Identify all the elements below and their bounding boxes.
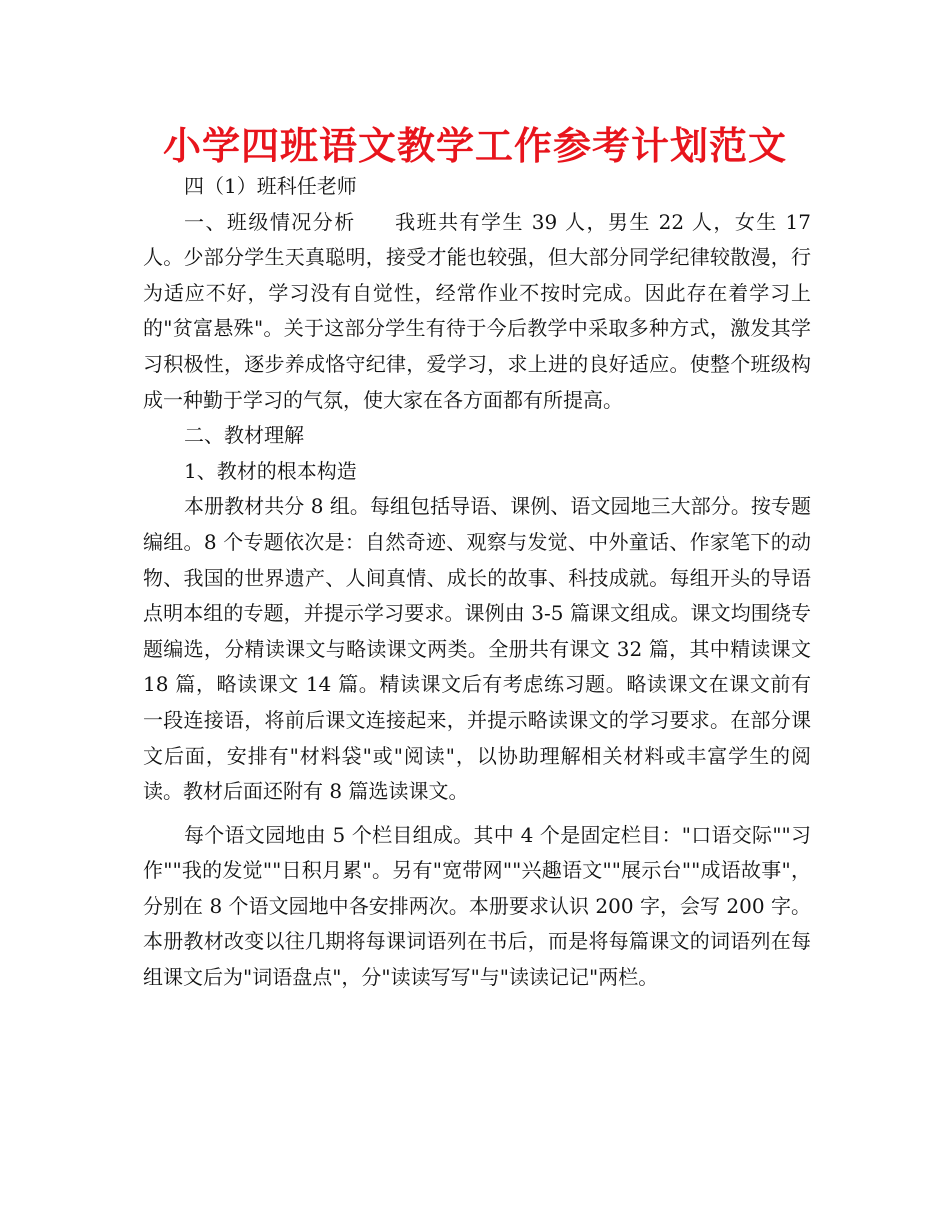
section-1-paragraph [143, 205, 811, 419]
document-body [143, 169, 811, 996]
teacher-line: 四（1）班科任老师 [184, 174, 357, 198]
section-1-text: 我班共有学生 39 人，男生 22 人，女生 17 人。少部分学生天真聪明，接受才能也较强，但大部分同学纪律较散漫，行为适应不好，学习没有自觉性，经常作业不按时完成。因此存在着学习上的"贫富悬殊"。关于这部分学生有待于今后教学中采取多种方式，激发其学习积极性，逐步养成恪守纪律，爱学习，求上进的良好适应。使整个班级构成一种勤于学习的气氛，使大家在各方面都有所提高。 [143, 209, 812, 412]
section-1-heading: 一、班级情况分析 [184, 209, 356, 234]
section-2-heading: 二、教材理解 [184, 423, 304, 448]
paragraph-language-garden: 每个语文园地由 5 个栏目组成。其中 4 个是固定栏目："口语交际""习作""我的发觉""日积月累"。另有"宽带网""兴趣语文""展示台""成语故事"，分别在 8 个语文园地中各安排两次。本册要求认识 200 字，会写 200 字。本册教材改变以往几期将每课词语列在书后，而是将每篇课文的词语列在每组课文后为"词语盘点"，分"读读写写"与"读读记记"两栏。 [143, 822, 811, 990]
subsection-1-heading: 1、教材的根本构造 [184, 458, 357, 483]
document-title: 小学四班语文教学工作参考计划范文 [162, 124, 787, 168]
paragraph-textbook-structure: 本册教材共分 8 组。每组包括导语、课例、语文园地三大部分。按专题编组。8 个专题依次是：自然奇迹、观察与发觉、中外童话、作家笔下的动物、我国的世界遗产、人间真情、成长的故事、科技成就。每组开头的导语点明本组的专题，并提示学习要求。课例由 3-5 篇课文组成。课文均围绕专题编选，分精读课文与略读课文两类。全册共有课文 32 篇，其中精读课文 18 篇，略读课文 14 篇。精读课文后有考虑练习题。略读课文在课文前有一段连接语，将前后课文连接起来，并提示略读课文的学习要求。在部分课文后面，安排有"材料袋"或"阅读"，以协助理解相关材料或丰富学生的阅读。教材后面还附有 8 篇选读课文。 [143, 494, 811, 804]
